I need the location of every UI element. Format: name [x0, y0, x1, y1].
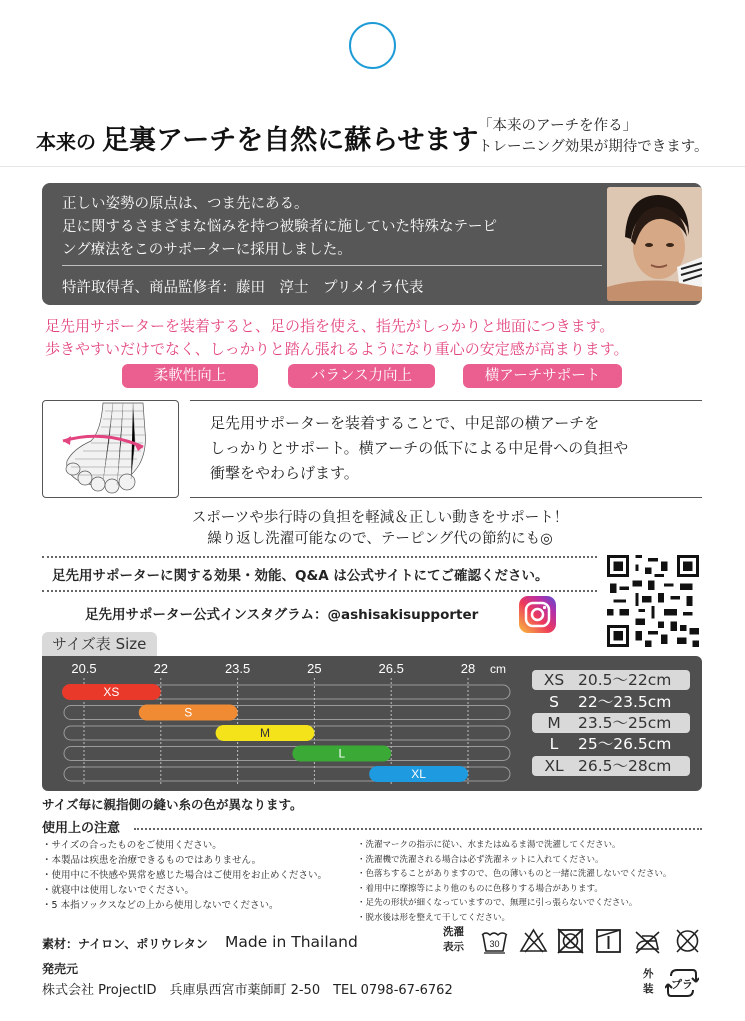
size-code: L	[549, 735, 559, 753]
size-track	[64, 706, 510, 720]
profile-divider	[62, 265, 602, 266]
qr-code	[607, 555, 699, 647]
caution-list-right	[357, 838, 702, 925]
arch-line3: 衝撃をやわらげます。	[210, 464, 359, 482]
made-in-text: Made in Thailand	[225, 933, 358, 951]
caution-divider	[134, 828, 702, 830]
size-code: M	[547, 714, 561, 732]
dotted-divider-bottom	[42, 590, 597, 592]
sports-text	[100, 508, 660, 550]
instagram-text: 足先用サポーター公式インスタグラム：@ashisakisupporter	[85, 607, 479, 623]
recycle-text: プラ	[671, 978, 693, 991]
intro-line2: 歩きやすいだけでなく、しっかりと踏ん張れるようになり重心の安定感が高まります。	[45, 340, 629, 358]
dotted-divider-top	[42, 556, 597, 558]
caution-item: ・使用中に不快感や異常を感じた場合はご使用をお止めください。	[42, 870, 328, 881]
no-dry-clean-icon	[673, 927, 702, 954]
size-row-l	[532, 734, 690, 754]
size-code: XS	[543, 671, 565, 689]
wash-temp: 30	[489, 939, 500, 949]
profile-line3: ング療法をこのサポーターに採用しました。	[62, 242, 352, 258]
headline-note-line1: 「本来のアーチを作る」	[478, 118, 638, 134]
instagram-icon	[519, 596, 556, 633]
intro-text	[45, 315, 705, 361]
wash-30-icon	[480, 927, 509, 954]
caution-item: ・本製品は疾患を治療できるものではありません。	[42, 855, 262, 866]
arch-line1: 足先用サポーターを装着することで、中足部の横アーチを	[210, 414, 600, 432]
profile-line1: 正しい姿勢の原点は、つま先にある。	[62, 196, 309, 212]
material-text: 素材：ナイロン、ポリウレタン	[42, 937, 208, 951]
arch-line2: しっかりとサポート。横アーチの低下による中足骨への負担や	[210, 439, 629, 457]
axis-unit: cm	[490, 662, 506, 676]
pill-arch-support: 横アーチサポート	[463, 364, 622, 388]
arch-text	[210, 411, 700, 486]
outer-label-line2: 装	[643, 983, 654, 995]
pill-flexibility: 柔軟性向上	[122, 364, 258, 388]
size-range: 25～26.5cm	[578, 735, 672, 753]
size-code: XL	[544, 757, 564, 775]
no-tumble-dry-icon	[556, 927, 585, 954]
size-range: 20.5～22cm	[578, 671, 672, 689]
wash-label-line2: 表示	[443, 941, 464, 953]
size-range: 23.5～25cm	[578, 714, 672, 732]
no-bleach-icon	[519, 927, 548, 954]
plastic-recycle-icon	[665, 966, 699, 1000]
headline-note	[478, 116, 709, 158]
caution-item: ・色落ちすることがありますので、色の薄いものと一緒に洗濯しないでください。	[357, 869, 672, 879]
caution-item: ・着用中に摩擦等により他のものに色移りする場合があります。	[357, 883, 603, 894]
line-dry-icon	[594, 927, 623, 954]
headline-note-line2: トレーニング効果が期待できます。	[478, 139, 709, 155]
headline-small: 本来の	[36, 130, 96, 154]
size-row-s	[532, 692, 690, 712]
profile-box	[42, 183, 702, 305]
profile-text	[62, 193, 602, 262]
wash-label-line1: 洗濯	[443, 926, 464, 938]
tick-label: 28	[460, 661, 476, 676]
intro-line1: 足先用サポーターを装着すると、足の指を使え、指先がしっかりと地面につきます。	[45, 317, 615, 335]
caution-item: ・脱水後は形を整えて干してください。	[357, 912, 511, 923]
tick-label: 25	[307, 661, 322, 676]
size-row-m	[532, 713, 690, 733]
seller-info: 株式会社 ProjectID 兵庫県西宮市薬師町 2-50 TEL 0798-67-6762	[42, 983, 453, 998]
caution-item: ・洗濯機で洗濯される場合は必ず洗濯ネットに入れてください。	[357, 854, 604, 865]
sports-line1: スポーツや歩行時の負担を軽減＆正しい動きをサポート！	[191, 510, 569, 526]
tick-label: 26.5	[378, 661, 404, 676]
seller-title: 発売元	[42, 962, 79, 976]
header-divider	[0, 166, 745, 167]
no-iron-icon	[633, 927, 662, 954]
profile-line2: 足に関するさまざまな悩みを持つ被験者に施していた特殊なテーピ	[62, 219, 497, 235]
size-row-xl	[532, 756, 690, 776]
caution-item: ・足先の形状が細くなっていますので、無理に引っ張らないでください。	[357, 898, 638, 908]
arch-divider-top	[190, 400, 702, 401]
outer-label	[643, 967, 654, 997]
foot-illustration	[42, 400, 179, 498]
caution-item: ・就寝中は使用しないでください。	[42, 885, 195, 896]
size-table-tab: サイズ表 Size	[42, 632, 157, 656]
size-range: 22～23.5cm	[578, 693, 672, 711]
size-range: 26.5～28cm	[578, 757, 672, 775]
wash-label	[443, 925, 464, 955]
caution-item: ・5 本指ソックスなどの上から使用しないでください。	[42, 900, 279, 911]
outer-label-line1: 外	[643, 968, 654, 980]
caution-title: 使用上の注意	[42, 821, 121, 836]
official-site-text: 足先用サポーターに関する効果・効能、Q&A は公式サイトにてご確認ください。	[52, 568, 549, 584]
size-note: サイズ毎に親指側の縫い糸の色が異なります。	[42, 797, 303, 812]
caution-item: ・洗濯マークの指示に従い、水またはぬるま湯で洗濯してください。	[357, 840, 621, 850]
hang-hole	[349, 22, 396, 69]
supervisor-photo	[607, 187, 702, 301]
size-bar-label: XL	[411, 767, 426, 781]
headline-big: 足裏アーチを自然に蘇らせます	[102, 125, 479, 156]
size-bar-label: M	[260, 726, 270, 740]
profile-credit: 特許取得者、商品監修者：藤田 淳士 プリメイラ代表	[62, 280, 424, 296]
headline	[36, 118, 478, 162]
sports-line2: 繰り返し洗濯可能なので、テーピング代の節約にも◎	[207, 531, 553, 547]
arch-divider-bottom	[190, 497, 702, 498]
caution-list-left	[42, 838, 352, 913]
tick-label: 20.5	[71, 661, 97, 676]
size-bar-label: S	[184, 705, 193, 720]
pill-balance: バランス力向上	[288, 364, 435, 388]
size-chart	[42, 656, 532, 791]
size-bar-label: L	[338, 746, 346, 761]
size-row-xs	[532, 670, 690, 690]
caution-item: ・サイズの合ったものをご使用ください。	[42, 840, 222, 851]
size-code: S	[549, 693, 559, 711]
size-track	[64, 747, 510, 761]
tick-label: 23.5	[224, 661, 251, 676]
tick-label: 22	[153, 661, 169, 676]
size-bar-label: XS	[103, 685, 120, 699]
